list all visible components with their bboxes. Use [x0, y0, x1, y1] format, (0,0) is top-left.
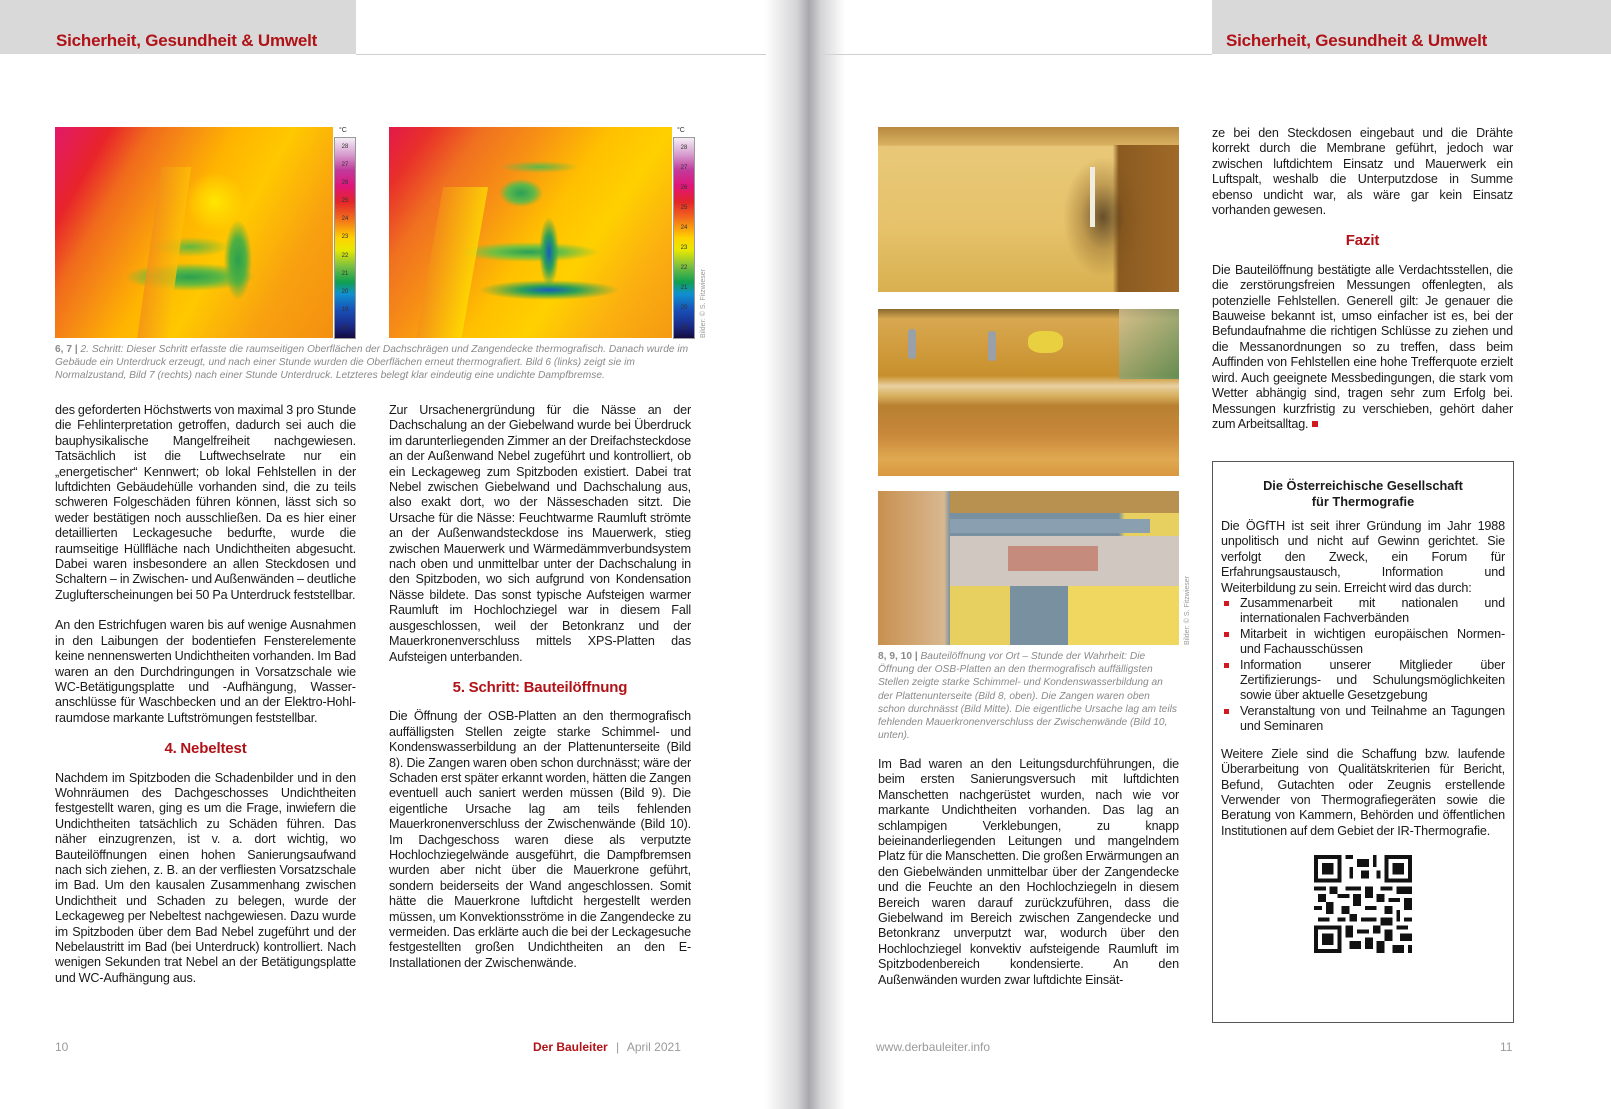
caption-text: 2. Schritt: Dieser Schritt erfasste die raumseitigen Oberflächen der Dachschrägen und Zangendecke thermografisch. Danach wurde im Gebäude ein Unterdruck erzeugt, und nach einer Stunde wurden die Oberflächen erneut thermografiert. Bild 6 (links) zeigt sie im Normalzustand, Bild 7 (rechts) nach einer Stunde Unterdruck. Letzteres belegt klar eindeutig eine undichte Dampfbremse.: [55, 344, 689, 382]
scale-tick-label: 23: [680, 244, 688, 251]
caption-text: Bauteilöffnung vor Ort – Stunde der Wahrheit: Die Öffnung der OSB-Platten an den thermografisch auffälligsten Stellen zeigte starke Schimmel- und Kondenswasserbildung an der Plattenunterseite (Bild 8, oben). Die Zangen waren oben schon durchnässt (Bild Mitte). Die eigentliche Ursache lag am teils fehlenden Mauerkronenverschluss der Zwischenwände (Bild 10, unten).: [878, 651, 1177, 742]
section-title: Sicherheit, Gesundheit & Umwelt: [1226, 31, 1488, 50]
scale-tick-label: 26: [680, 184, 688, 191]
scale-tick-label: 26: [341, 179, 349, 186]
paragraph: ze bei den Steckdosen eingebaut und die Drähte korrekt durch die Membrane geführt, jedoch war zwischen luftdichtem Einsatz und Mauerwerk ein Luftspalt, weshalb die Unterputzdose in Summe ebenso undicht war, als wäre gar kein Einsatz vorhanden gewesen.: [1212, 126, 1513, 218]
footer-publication: [533, 1040, 681, 1054]
scale-ticks: [335, 138, 355, 338]
paragraph: des geforderten Höchstwerts von maximal 3 pro Stunde die Fehlinterpretation getroffen, dadurch sei auch die bauphysikalische Mangelfreiheit nachgewiesen. Tatsächlich ist die Luftwechselrate nur ein „energetischer“ Kennwert; ob lokal Fehlstellen in der luftdichten Gebäudehülle vorhanden sind, die zu teils schweren Folgeschäden führen können, lässt sich so weder bestätigen noch ausschließen. Da es hier einer detaillierten Leckagesuche bedurfte, wurde die raumseitige Hüllfläche nach Undichtheiten abgesucht. Dabei waren insbesondere an allen Steckdosen und Schaltern – in Zwischen- und Außenwänden – deutliche Zuglufterscheinungen bei 50 Pa Unterdruck feststellbar.: [55, 403, 356, 602]
scale-tick-label: 22: [680, 264, 688, 271]
photo-9-wet-joists: [878, 309, 1179, 476]
page-number-right: 11: [1500, 1040, 1513, 1054]
header-rule: [356, 54, 766, 55]
paragraph: [1212, 263, 1513, 432]
scale-tick-label: 28: [680, 144, 688, 151]
info-box-title-line: für Thermografie: [1311, 493, 1415, 509]
paragraph: An den Estrichfugen waren bis auf wenige Ausnahmen in den Laibungen der bodentiefen Fensterelemente keine nennenswerten Undichtheiten vorhanden. Im Bad waren an den Durchdringungen in Vorsatzschale wie WC-Betätigungsplatte und -Aufhängung, Wasseranschlüsse für Waschbecken und an der Elektro-Hohlraumdose markante Luftströmungen feststellbar.: [55, 618, 357, 725]
right-page: [822, 0, 1611, 1109]
scale-tick-label: 19: [341, 307, 349, 314]
issue-date: April 2021: [626, 1040, 681, 1054]
photo-credit: Bilder: © S. Fitzwieser: [1184, 576, 1191, 645]
list-item-text: Information unserer Mitglieder über Zertifizierungs- und Schulungsmöglichkeiten sowie über aktuelle Gesetzgebung: [1240, 657, 1505, 703]
footer-separator: |: [616, 1040, 620, 1054]
temperature-scale-7: [673, 137, 695, 339]
figure-caption-8-9-10: [878, 650, 1179, 742]
scale-tick-label: 18: [341, 325, 349, 332]
scale-tick-label: 20: [341, 288, 349, 295]
photo-10-wall-crown: [878, 491, 1179, 645]
paragraph: Die Öffnung der OSB-Platten an den thermografisch auffälligsten Stellen zeigte starke Schimmel- und Kondenswasserbildung an der Plattenunterseite (Bild 8). Die Zangen waren oben schon durchnässt; wäre der Schaden erst später erkannt worden, hätten die Zangen eventuell auch saniert werden müssen (Bild 9). Die eigentliche Ursache lag am teils fehlenden Mauerkronenverschluss der Zwischenwände (Bild 10). Im Dachgeschoss waren diese als verputzte Hochlochziegelwände ausgeführt, die Dampfbremsen wurden aber nicht über die Mauerkrone geführt, sondern beiderseits der Wand angeschlossen. Somit hätte die Mauerkrone luftdicht hergestellt werden müssen, um Konvektionsströme in die Zangendecke zu vermeiden. Das erklärte auch die bei der Leckagesuche festgestellten großen Undichtheiten an den E-Installationen der Zwischenwände.: [389, 709, 691, 970]
scale-tick-label: 27: [341, 161, 349, 168]
info-box-title: [1213, 478, 1513, 509]
paragraph: Zur Ursachenergründung für die Nässe an der Dachschalung an der Giebelwand wurde bei Überdruck im darunterliegenden Zimmer an der Dreifachsteckdose an der Außenwand Nebel zugeführt und kontrolliert, ob ein Leckageweg zum Spitzboden existiert. Dabei trat Nebel zwischen Giebelwand und Dachschalung aus, also exakt dort, wo der Nässeschaden sitzt. Die Ursache für die Nässe: Feuchtwarme Raumluft strömte an der Außenwandsteckdose ins Mauerwerk, stieg zwischen Mauerwerk und Wärmedämmverbundsystem nach oben und unmittelbar unter der Dachschalung in den Spitzboden, wo sich aufgrund von Kondensation Nässe bildete. Das sonst typische Aufsteigen warmer Raumluft im Hochlochziegel war in diesem Fall ausgeschlossen, weil der Betonkranz und der Mauerkronenverschluss mittels XPS-Platten das Aufsteigen unterbanden.: [389, 403, 691, 664]
magazine-name: Der Bauleiter: [533, 1040, 608, 1054]
bullet-icon: [1224, 663, 1229, 668]
info-box-title-line: Die Österreichische Gesellschaft: [1263, 478, 1463, 493]
bullet-icon: [1224, 632, 1229, 637]
bullet-icon: [1224, 601, 1229, 606]
subheading-bauteiloeffnung: 5. Schritt: Bauteilöffnung: [452, 678, 628, 696]
website-link[interactable]: www.derbauleiter.info: [876, 1040, 991, 1054]
section-title: Sicherheit, Gesundheit & Umwelt: [56, 31, 318, 50]
list-item: [1221, 704, 1505, 735]
info-box-body: [1221, 519, 1505, 953]
bullet-icon: [1224, 709, 1229, 714]
list-item: [1221, 658, 1505, 704]
subheading-nebeltest: 4. Nebeltest: [164, 740, 247, 758]
scale-tick-label: 20: [680, 304, 688, 311]
scale-ticks: [674, 138, 694, 338]
list-item-text: Zusammenarbeit mit nationalen und internationalen Fachverbänden: [1240, 596, 1505, 626]
left-page: [0, 0, 790, 1109]
caption-number: 6, 7 |: [55, 344, 78, 355]
text-column-2: [389, 403, 691, 971]
fazit-text: Die Bauteilöffnung bestätigte alle Verdachtsstellen, die die zerstörungsfreien Messungen offenlegten, als potenzielle Fehlstellen. Generell gilt: Je genauer die Bauweise bekannt ist, umso einfacher ist es, bei der Befundaufnahme die richtigen Schlüsse zu ziehen und die Messanordnungen so zu treffen, dass beim Auffinden von Fehlstellen eine hohe Trefferquote erzielt wird. Auch geeignete Messbedingungen, die stark vom Wetter abhängig sind, tragen sehr zum Erfolg bei. Messungen kurzfristig zu verschieben, gehört daher zum Arbeitsalltag.: [1212, 262, 1513, 431]
subheading-fazit: Fazit: [1345, 232, 1380, 250]
scale-tick-label: 24: [341, 216, 349, 223]
scale-tick-label: 21: [680, 284, 688, 291]
list-item: [1221, 627, 1505, 658]
qr-code-icon[interactable]: [1314, 855, 1412, 953]
thermal-image-6: [55, 127, 333, 338]
text-column-4: [1212, 126, 1513, 432]
scale-tick-label: 23: [341, 234, 349, 241]
scale-tick-label: 21: [341, 270, 349, 277]
scale-unit-label: °C: [339, 127, 347, 134]
figure-caption-6-7: [55, 343, 695, 383]
photo-8-osb-mould: [878, 127, 1179, 292]
info-box-oegfth: [1212, 461, 1514, 1023]
list-item-text: Mitarbeit in wichtigen europäischen Normen- und Fachausschüssen: [1240, 626, 1505, 657]
info-box-intro: Die ÖGfTH ist seit ihrer Gründung im Jahr 1988 unpolitisch und nicht auf Gewinn gerichtet. Sie verfolgt den Zweck, ein Forum für Erfahrungsaustausch, Information und Weiterbildung zu sein. Erreicht wird das durch:: [1221, 519, 1505, 595]
thermal-image-7: [389, 127, 672, 338]
info-box-outro: Weitere Ziele sind die Schaffung bzw. laufende Überarbeitung von Qualitätskriterien für Bericht, Befund, Gutachten oder Zeugnis erstellende Verwender von Thermografiegeräten sowie die Beratung von Kammern, Behörden und öffentlichen Institutionen auf dem Gebiet der IR-Thermografie.: [1221, 746, 1505, 838]
scale-tick-label: 19: [680, 324, 688, 331]
scale-tick-label: 25: [341, 198, 349, 205]
scale-tick-label: 25: [680, 204, 688, 211]
scale-tick-label: 22: [341, 252, 349, 259]
list-item: [1221, 596, 1505, 627]
info-box-list: [1221, 596, 1505, 735]
temperature-scale-6: [334, 137, 356, 339]
paragraph: Nachdem im Spitzboden die Schadenbilder und in den Wohnräumen des Dachgeschosses Undichtheiten festgestellt waren, ging es um die Frage, inwiefern die Undichtheiten tatsächlich zu Schäden führen. Das näher einzugrenzen, ist v. a. dort wichtig, wo Bauteilöffnungen einen hohen Sanierungsaufwand nach sich ziehen, z. B. an der verfliesten Vorsatzschale im Bad. Um den kausalen Zusammenhang zwischen Undichtheit und Schaden zu belegen, wurde der Leckageweg per Nebeltest nachgewiesen. Dazu wurde im Spitzboden über dem Bad Nebel zugeführt und der Nebelaustritt im Bad (bei Unterdruck) kontrolliert. Nach wenigen Sekunden trat Nebel an der Betätigungsplatte und WC-Aufhängung aus.: [55, 770, 356, 985]
paragraph: Im Bad waren an den Leitungsdurchführungen, die beim ersten Sanierungsversuch mit luftdichten Manschetten nachgerüstet wurden, nach wie vor markante Undichtheiten vorhanden. Das lag an schlampigen Verklebungen, zu knapp beieinanderliegenden Leitungen und mangelndem Platz für die Manschetten. Die großen Erwärmungen an den Giebelwänden unmittelbar über der Zangendecke und die Feuchte an den Hochlochziegeln in diesem Bereich waren darauf zurückzuführen, dass die Giebelwand im Bereich zwischen Zangendecke und Betonkranz unverputzt war, wodurch über den Hochlochziegel konvektiv aufsteigende Raumluft im Spitzbodenbereich kondensierte. An den Außenwänden wurden zwar luftdichte Einsät-: [878, 757, 1179, 987]
scale-tick-label: 24: [680, 224, 688, 231]
qr-wrapper: [1221, 855, 1505, 953]
text-column-3: [878, 757, 1179, 988]
list-item-text: Veranstaltung von und Teilnahme an Tagungen und Seminaren: [1240, 703, 1505, 734]
end-of-article-mark: [1312, 421, 1318, 427]
page-number-left: 10: [55, 1040, 69, 1054]
header-rule: [822, 54, 1212, 55]
scale-tick-label: 28: [341, 143, 349, 150]
text-column-1: [55, 403, 356, 986]
scale-tick-label: 27: [680, 164, 688, 171]
scale-unit-label: °C: [677, 127, 685, 134]
caption-number: 8, 9, 10 |: [878, 651, 918, 662]
photo-credit: Bilder: © S. Fitzwieser: [700, 269, 707, 338]
